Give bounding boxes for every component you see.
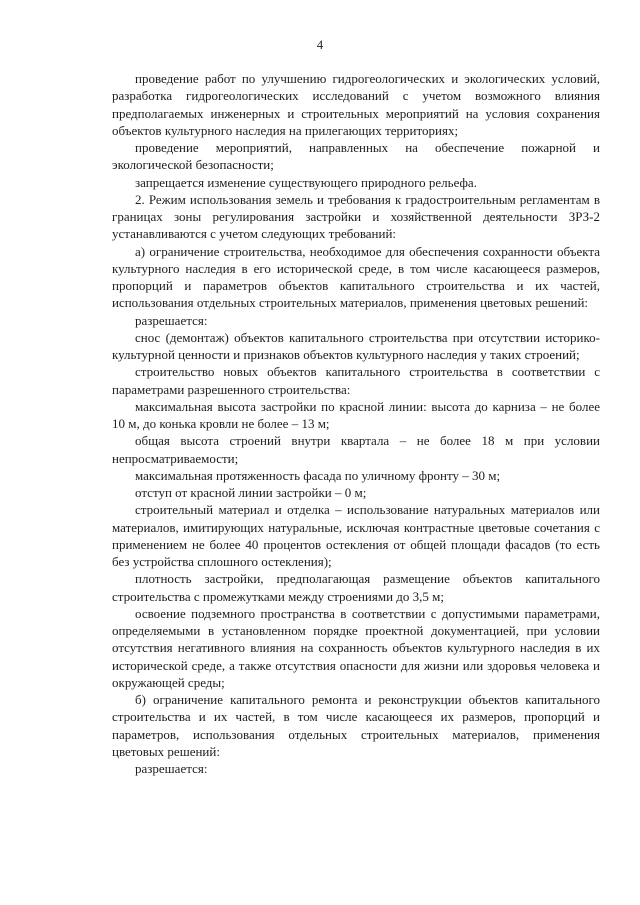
paragraph: проведение работ по улучшению гидрогеологических и экологических условий, разработка гидрогеологических исследований с учетом возможного влияния предполагаемых инженерных и строительных мероприятий на условия сохранения объектов культурного наследия на прилегающих территориях; [112, 71, 600, 138]
paragraph: б) ограничение капитального ремонта и реконструкции объектов капитального строительства и их частей, в том числе касающееся их размеров, пропорций и параметров, использования отдельных строительных материалов, применения цветовых решений: [112, 692, 600, 759]
paragraph: запрещается изменение существующего природного рельефа. [135, 174, 477, 190]
paragraph: строительный материал и отделка – использование натуральных материалов или материалов, имитирующих натуральные, исключая контрастные цветовые сочетания с применением не более 40 процентов остекления от общей площади фасадов (то есть без устройства сплошного остекления); [112, 502, 600, 569]
paragraph: строительство новых объектов капитального строительства в соответствии с параметрами разрешенного строительства: [112, 364, 600, 397]
document-body [112, 70, 600, 777]
paragraph: снос (демонтаж) объектов капитального строительства при отсутствии историко-культурной ценности и признаков объектов культурного наследия у таких строений; [112, 329, 600, 362]
paragraph: общая высота строений внутри квартала – не более 18 м при условии непросматриваемости; [112, 433, 600, 466]
paragraph: а) ограничение строительства, необходимое для обеспечения сохранности объекта культурного наследия в его исторической среде, в том числе касающееся размеров, пропорций и параметров объектов капитального строительства и их частей, использования отдельных строительных материалов, применения цветовых решений: [112, 243, 600, 311]
paragraph: разрешается: [135, 761, 208, 776]
page-number: 4 [316, 38, 324, 52]
paragraph: разрешается: [135, 312, 208, 328]
paragraph: 2. Режим использования земель и требования к градостроительным регламентам в границах зоны регулирования застройки и хозяйственной деятельности ЗРЗ-2 устанавливаются с учетом следующих требований: [112, 191, 600, 242]
paragraph: плотность застройки, предполагающая размещение объектов капитального строительства с промежутками между строениями до 3,5 м; [112, 571, 600, 604]
paragraph: максимальная высота застройки по красной линии: высота до карниза – не более 10 м, до конька кровли не более – 13 м; [112, 398, 600, 431]
paragraph: освоение подземного пространства в соответствии с допустимыми параметрами, определяемыми в установленном порядке проектной документацией, при условии отсутствия негативного влияния на сохранность объектов культурного наследия в их исторической среде, а также отсутствия опасности для жизни или здоровья человека и окружающей среды; [112, 605, 600, 690]
paragraph: отступ от красной линии застройки – 0 м; [135, 485, 367, 500]
paragraph: проведение мероприятий, направленных на обеспечение пожарной и экологической безопасности; [112, 140, 600, 173]
paragraph: максимальная протяженность фасада по уличному фронту – 30 м; [135, 467, 501, 483]
